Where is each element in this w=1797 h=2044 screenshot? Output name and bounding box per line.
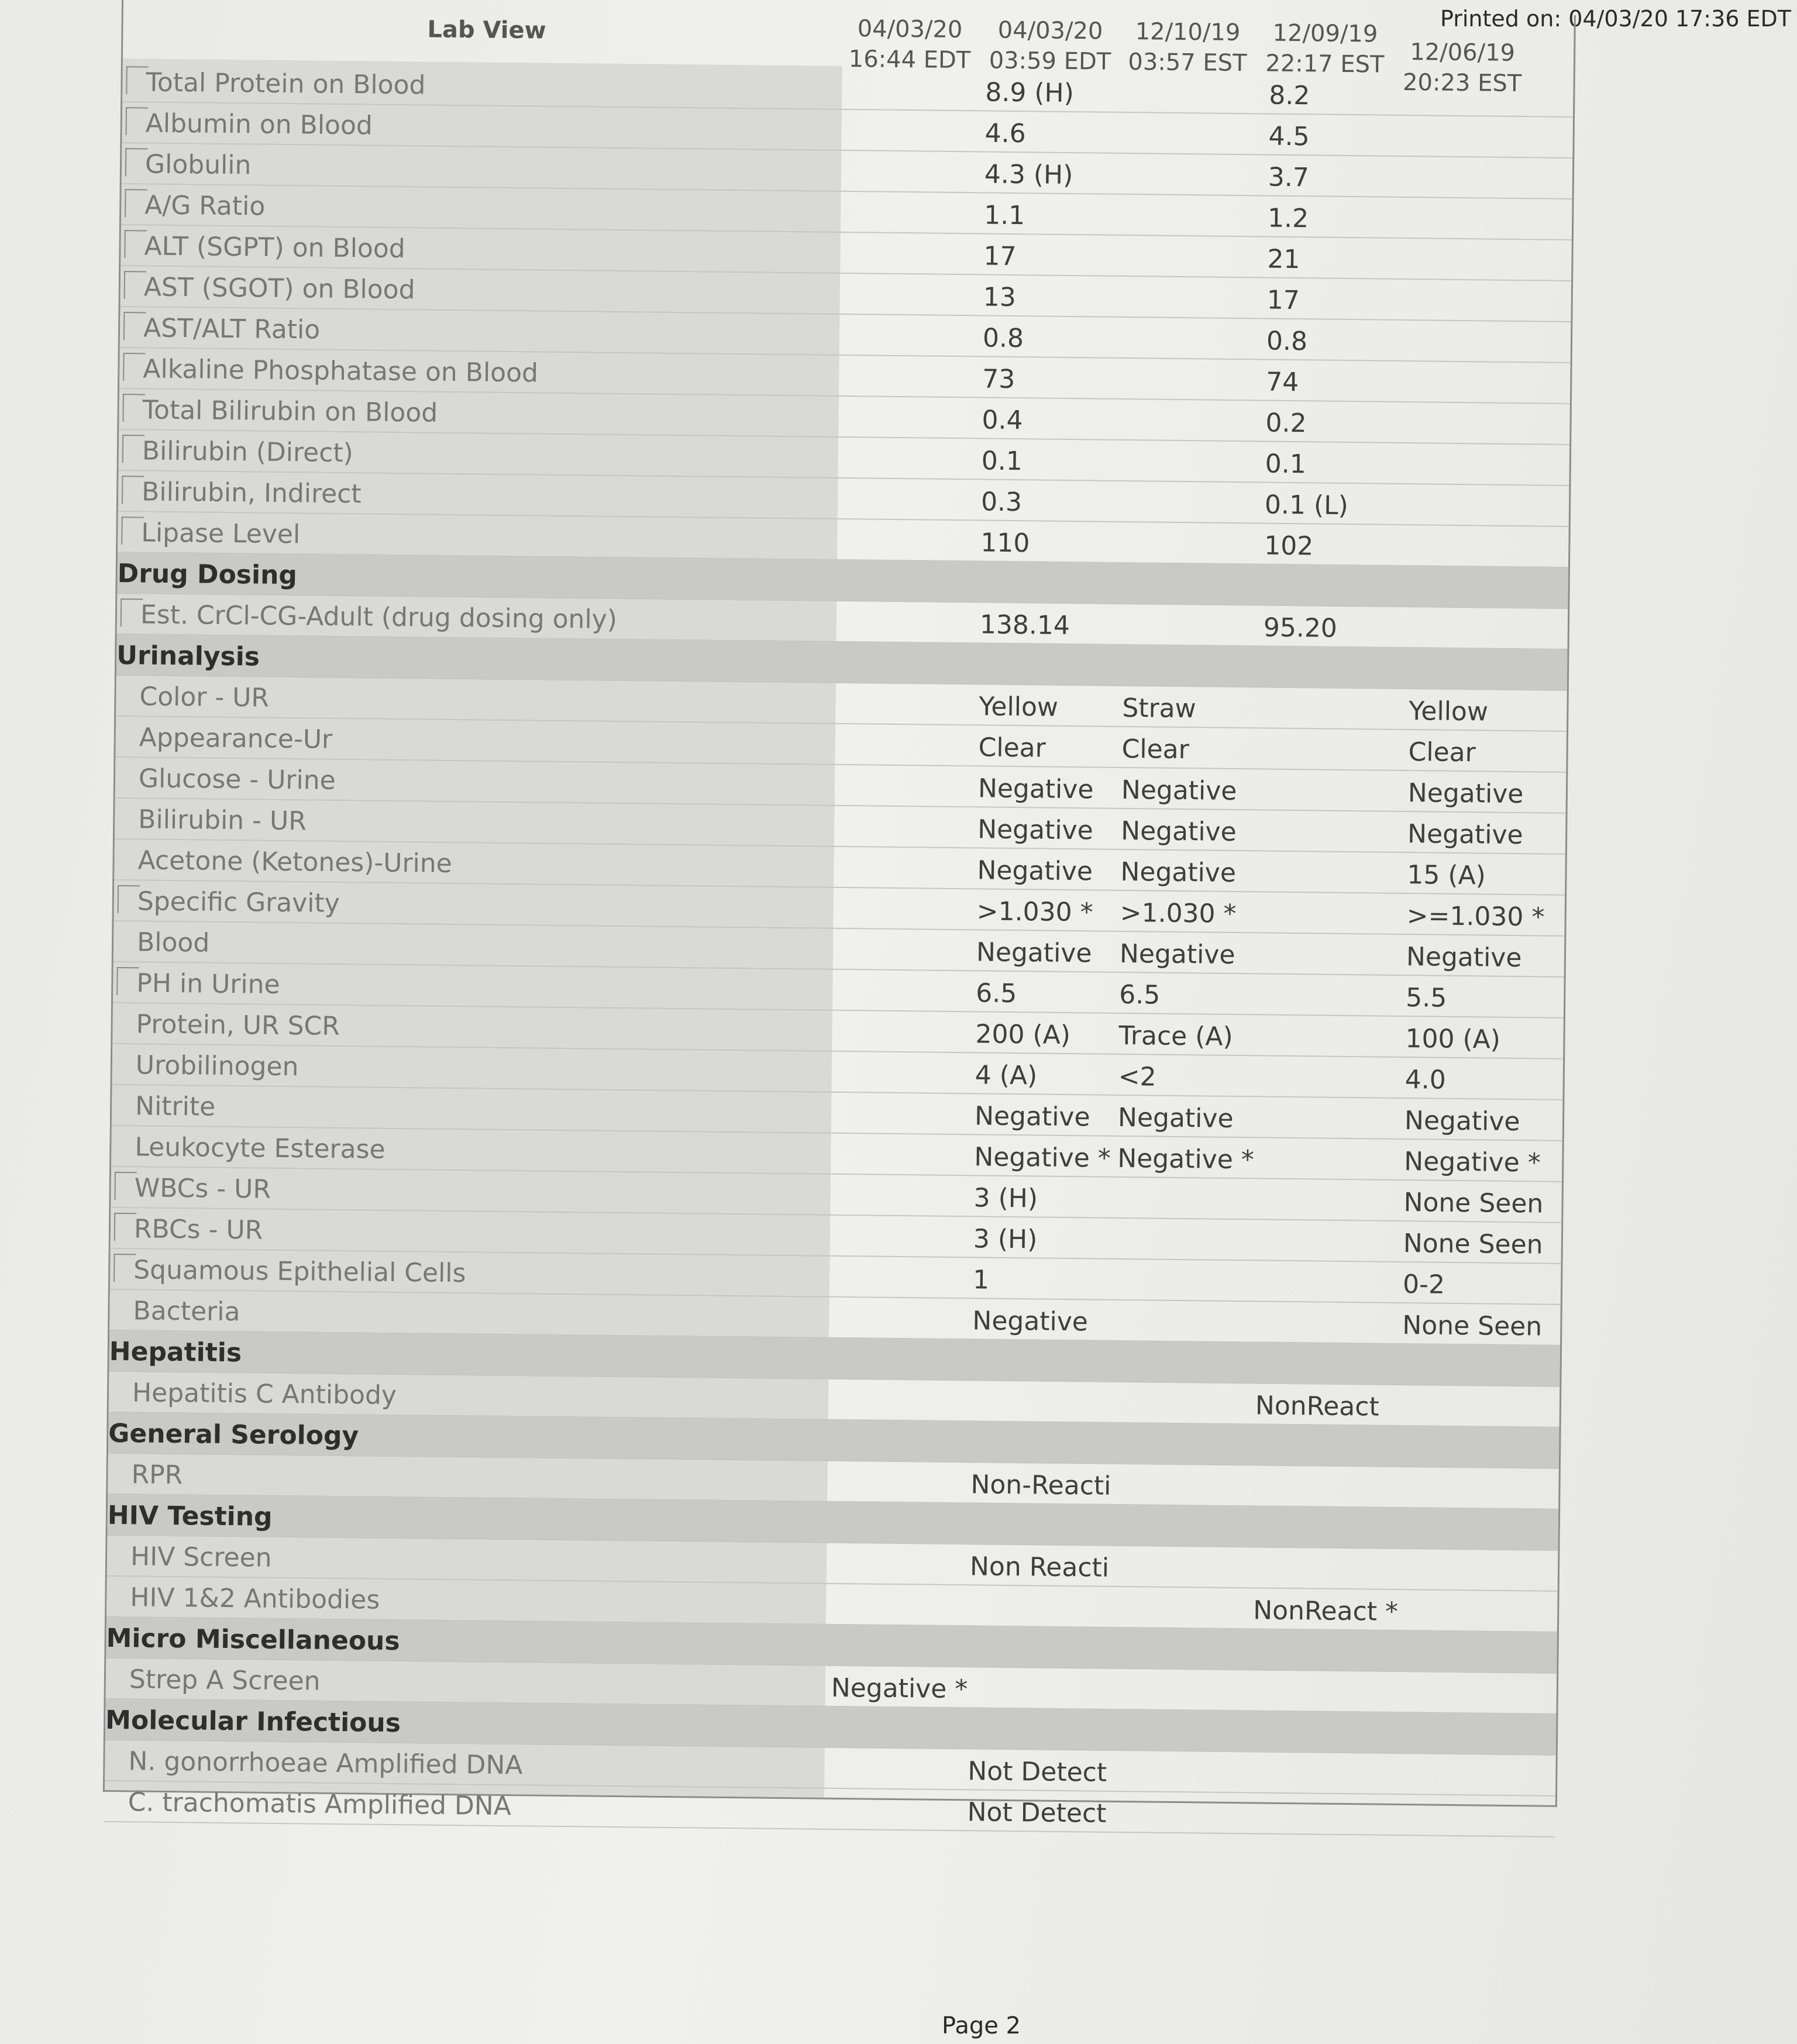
result-value: Negative <box>977 814 1093 846</box>
result-value: 138.14 <box>979 610 1070 641</box>
result-value: Negative <box>1406 942 1522 973</box>
result-value: Negative * <box>1404 1147 1541 1178</box>
result-value: NonReact <box>1255 1391 1379 1422</box>
result-value: 17 <box>983 241 1017 272</box>
result-value: Negative <box>1404 1106 1520 1137</box>
test-name: Squamous Epithelial Cells <box>133 1255 466 1289</box>
test-name: RBCs - UR <box>133 1214 263 1245</box>
test-name: A/G Ratio <box>144 190 266 222</box>
result-value: 0.1 <box>1265 449 1307 480</box>
result-value: 1.2 <box>1267 203 1309 234</box>
result-value: 3 (H) <box>973 1183 1038 1214</box>
row-checkbox[interactable] <box>115 1172 137 1200</box>
result-value: 15 (A) <box>1407 860 1486 891</box>
row-checkbox[interactable] <box>125 148 148 176</box>
test-name: Protein, UR SCR <box>136 1009 340 1041</box>
result-value: 100 (A) <box>1405 1024 1501 1055</box>
result-value: 1.1 <box>983 200 1025 231</box>
section-label: Molecular Infectious <box>105 1705 401 1739</box>
result-value: >1.030 * <box>976 896 1093 928</box>
lab-view-table <box>103 0 1576 1829</box>
result-value: 102 <box>1264 531 1314 562</box>
result-value: 4.5 <box>1268 121 1310 152</box>
result-value: 0-2 <box>1402 1269 1445 1300</box>
result-value: 0.8 <box>982 323 1024 354</box>
row-checkbox[interactable] <box>123 312 146 340</box>
result-value: 4.3 (H) <box>984 159 1073 191</box>
row-checkbox[interactable] <box>113 1254 136 1282</box>
test-name: Est. CrCl-CG-Adult (drug dosing only) <box>140 600 618 635</box>
result-value: Negative * <box>974 1142 1111 1174</box>
row-checkbox[interactable] <box>122 394 145 422</box>
result-value: 4.6 <box>984 118 1026 149</box>
column-time: 16:44 EDT <box>848 46 971 74</box>
result-value: Yellow <box>979 691 1059 722</box>
test-name: RPR <box>131 1460 183 1491</box>
column-date: 12/06/19 <box>1410 39 1516 67</box>
result-value: 5.5 <box>1405 983 1447 1013</box>
test-name: N. gonorrhoeae Amplified DNA <box>128 1746 523 1781</box>
column-header <box>839 13 980 76</box>
result-value: 0.8 <box>1266 326 1308 357</box>
column-time: 22:17 EST <box>1265 50 1385 78</box>
row-checkbox[interactable] <box>122 435 145 463</box>
column-date: 04/03/20 <box>997 16 1103 45</box>
test-name: HIV Screen <box>130 1541 272 1573</box>
column-time: 03:57 EST <box>1128 49 1247 77</box>
result-value: None Seen <box>1403 1188 1544 1219</box>
section-label: Drug Dosing <box>117 558 298 591</box>
test-name: AST (SGOT) on Blood <box>143 272 415 305</box>
result-value: 4 (A) <box>975 1060 1038 1091</box>
result-value: 6.5 <box>1119 979 1161 1010</box>
result-value: None Seen <box>1403 1229 1543 1260</box>
result-value: Negative <box>977 855 1093 887</box>
test-name: Glucose - Urine <box>138 763 336 796</box>
printed-on-timestamp: Printed on: 04/03/20 17:36 EDT <box>1440 6 1792 32</box>
result-value: Negative * <box>831 1673 968 1705</box>
test-name: Bilirubin - UR <box>138 804 307 837</box>
test-name: Bilirubin, Indirect <box>141 477 362 510</box>
row-checkbox[interactable] <box>123 353 146 381</box>
result-value: 73 <box>982 364 1015 395</box>
result-value: Not Detect <box>968 1756 1107 1788</box>
section-label: Urinalysis <box>116 640 260 672</box>
test-name: Hepatitis C Antibody <box>132 1378 397 1411</box>
column-header <box>1117 16 1258 79</box>
result-value: Negative <box>1120 856 1237 889</box>
column-time: 03:59 EDT <box>989 47 1111 75</box>
test-name: Total Bilirubin on Blood <box>142 395 438 428</box>
result-value: 13 <box>983 282 1017 313</box>
result-value: 4.0 <box>1404 1065 1447 1095</box>
result-value: 17 <box>1266 285 1300 316</box>
result-value: 3 (H) <box>973 1224 1038 1255</box>
result-value: Negative <box>972 1306 1089 1337</box>
test-name: HIV 1&2 Antibodies <box>130 1582 380 1615</box>
test-name: PH in Urine <box>136 968 280 1000</box>
result-value: 0.1 (L) <box>1264 490 1349 521</box>
test-name: Blood <box>136 927 210 958</box>
result-value: 74 <box>1266 367 1299 398</box>
test-name: Appearance-Ur <box>139 722 333 755</box>
column-date: 12/10/19 <box>1135 18 1241 47</box>
test-name: WBCs - UR <box>134 1173 271 1205</box>
result-value: <2 <box>1118 1061 1156 1092</box>
result-value: 6.5 <box>976 978 1017 1009</box>
row-checkbox[interactable] <box>124 271 147 299</box>
section-label: Hepatitis <box>109 1336 242 1368</box>
test-name: Color - UR <box>139 682 270 713</box>
test-name: Globulin <box>144 149 252 181</box>
result-value: 1 <box>972 1265 990 1295</box>
result-value: Negative <box>1407 819 1523 851</box>
result-value: NonReact * <box>1253 1595 1399 1627</box>
row-checkbox[interactable] <box>121 598 143 627</box>
result-value: >1.030 * <box>1120 897 1237 930</box>
result-value: Not Detect <box>967 1797 1107 1829</box>
column-header <box>1255 18 1396 80</box>
column-date: 04/03/20 <box>857 15 963 44</box>
result-value: 3.7 <box>1268 162 1310 193</box>
result-value: Negative <box>1120 815 1237 848</box>
test-name: Strep A Screen <box>129 1664 321 1697</box>
test-name: Alkaline Phosphatase on Blood <box>143 354 539 388</box>
result-value: 200 (A) <box>975 1019 1071 1051</box>
result-value: 0.4 <box>982 405 1023 436</box>
result-value: Negative <box>1407 778 1524 810</box>
test-name: ALT (SGPT) on Blood <box>144 231 405 264</box>
section-label: HIV Testing <box>107 1500 273 1532</box>
result-value: Negative <box>1121 775 1237 807</box>
row-checkbox[interactable] <box>124 230 147 258</box>
test-name: Specific Gravity <box>137 886 340 918</box>
test-name: Bilirubin (Direct) <box>142 436 354 469</box>
row-checkbox[interactable] <box>114 1213 137 1241</box>
result-value: Negative <box>1119 938 1235 971</box>
result-value: None Seen <box>1402 1310 1543 1342</box>
result-value: Non Reacti <box>969 1551 1110 1583</box>
row-checkbox[interactable] <box>122 476 144 504</box>
row-checkbox[interactable] <box>118 885 140 913</box>
row-checkbox[interactable] <box>126 107 149 135</box>
result-value: 110 <box>980 528 1030 559</box>
page-number: Page 2 <box>942 2012 1021 2039</box>
row-checkbox[interactable] <box>116 967 139 995</box>
test-name: Lipase Level <box>141 518 301 550</box>
section-label: General Serology <box>108 1418 359 1451</box>
section-label: Micro Miscellaneous <box>106 1623 400 1657</box>
result-value: >=1.030 * <box>1406 901 1545 932</box>
result-value: Negative <box>974 1101 1090 1133</box>
table-title: Lab View <box>427 16 546 44</box>
column-time: 20:23 EST <box>1402 68 1522 98</box>
test-name: Total Protein on Blood <box>146 67 426 101</box>
test-name: Urobilinogen <box>135 1050 299 1082</box>
table-body <box>104 61 1573 1837</box>
test-name: C. trachomatis Amplified DNA <box>128 1787 512 1822</box>
result-value: Non-Reacti <box>970 1470 1111 1501</box>
result-value: Negative <box>977 773 1094 805</box>
row-checkbox[interactable] <box>126 66 149 94</box>
test-name: Albumin on Blood <box>145 108 373 141</box>
result-value: 0.3 <box>980 487 1023 518</box>
result-value: Straw <box>1122 693 1196 724</box>
result-value: Trace (A) <box>1118 1020 1233 1052</box>
result-value: 0.2 <box>1265 408 1307 439</box>
row-checkbox[interactable] <box>125 189 147 217</box>
result-value: Clear <box>978 732 1046 763</box>
result-value: Negative <box>976 937 1092 969</box>
result-value: Yellow <box>1409 696 1489 727</box>
test-name: AST/ALT Ratio <box>143 313 321 345</box>
column-date: 12/09/19 <box>1272 19 1378 48</box>
test-name: Acetone (Ketones)-Urine <box>137 845 453 879</box>
test-name: Leukocyte Esterase <box>135 1132 385 1165</box>
result-value: 8.2 <box>1269 80 1310 111</box>
row-checkbox[interactable] <box>121 517 144 545</box>
test-name: Bacteria <box>133 1296 240 1327</box>
result-value: Clear <box>1121 734 1190 765</box>
result-value: 95.20 <box>1263 612 1338 644</box>
column-header <box>980 15 1121 77</box>
result-value: 0.1 <box>981 446 1023 477</box>
result-value: Clear <box>1408 737 1476 768</box>
test-name: Nitrite <box>135 1091 216 1122</box>
result-value: Negative * <box>1117 1143 1255 1175</box>
result-value: Negative <box>1117 1102 1234 1134</box>
result-value: 8.9 (H) <box>985 77 1075 109</box>
result-value: 21 <box>1267 244 1300 275</box>
